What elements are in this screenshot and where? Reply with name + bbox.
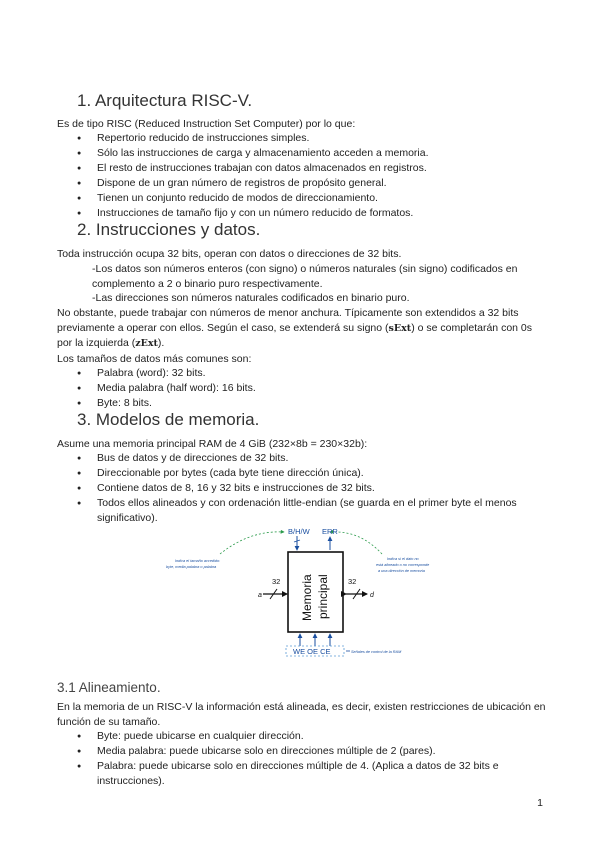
section-1-intro: Es de tipo RISC (Reduced Instruction Set Computer) por lo que:	[57, 118, 356, 130]
sext-label: sExt	[388, 322, 412, 334]
port-d-label: d	[370, 592, 374, 599]
list-item: ● Instrucciones de tamaño fijo y con un número reducido de formatos.	[77, 206, 429, 221]
list-item: ● Bus de datos y de direcciones de 32 bits.	[77, 451, 552, 466]
section-title-1: 1. Arquitectura RISC-V.	[77, 91, 253, 110]
para-text-a: No obstante, puede trabajar con números de menor anchura. Típicamente son extendidos a 32 bits previamente a operar con ellos. Según el caso, se extenderá su signo (	[57, 307, 519, 334]
note-right-line-2: está alineado o no corresponde	[376, 563, 430, 567]
list-item: ● Byte: puede ubicarse en cualquier dirección.	[77, 729, 547, 744]
note-left-line-2: byte, media palabra o palabra	[166, 565, 217, 569]
list-item: ● Palabra: puede ubicarse solo en direcciones múltiple de 4. (Aplica a datos de 32 bits e instrucciones).	[77, 759, 547, 789]
section-3-1-list	[77, 729, 547, 789]
list-item: ● Media palabra: puede ubicarse solo en direcciones múltiple de 2 (pares).	[77, 744, 547, 759]
note-control: Señales de control de la RAM	[351, 650, 402, 654]
control-signals-label: WE OE CE	[293, 647, 331, 656]
list-item: ● Media palabra (half word): 16 bits.	[77, 381, 256, 396]
para-text-b: ) o se completarán con 0s por la izquierda (	[57, 321, 532, 350]
signal-err-label: ERR	[322, 527, 338, 536]
box-label-line-2: principal	[316, 574, 330, 619]
section-title-3: 3. Modelos de memoria.	[77, 410, 260, 429]
section-1-list	[77, 131, 429, 221]
bus-right-width: 32	[348, 577, 357, 586]
note-right-line-3: a una dirección de memoria	[378, 569, 425, 573]
zext-label: zExt	[135, 338, 158, 350]
section-2-indent-2	[92, 291, 552, 306]
port-a-label: a	[258, 592, 262, 599]
list-item: ● Contiene datos de 8, 16 y 32 bits e instrucciones de 32 bits.	[77, 481, 552, 496]
sizes-intro: Los tamaños de datos más comunes son:	[57, 353, 252, 365]
section-title-2: 2. Instrucciones y datos.	[77, 220, 261, 239]
list-item: ● Dispone de un gran número de registros de propósito general.	[77, 176, 429, 191]
section-3-list	[77, 451, 552, 526]
list-item: ● Sólo las instrucciones de carga y almacenamiento acceden a memoria.	[77, 146, 429, 161]
list-item: ● Repertorio reducido de instrucciones simples.	[77, 131, 429, 146]
section-2-paragraph	[57, 306, 545, 352]
signal-bhw-label: B/H/W	[288, 527, 310, 536]
list-item: ● Tienen un conjunto reducido de modos de direccionamiento.	[77, 191, 429, 206]
section-3-1-intro: En la memoria de un RISC-V la información está alineada, es decir, existen restricciones de ubicación en función de su tamaño.	[57, 701, 546, 728]
note-left-curve	[220, 532, 284, 554]
section-2-intro: Toda instrucción ocupa 32 bits, operan con datos o direcciones de 32 bits.	[57, 248, 402, 260]
section-3-intro: Asume una memoria principal RAM de 4 GiB (232×8b = 230×32b):	[57, 438, 368, 450]
memory-diagram	[150, 522, 450, 657]
para-text-c: ).	[157, 337, 165, 350]
list-item: ● Palabra (word): 32 bits.	[77, 366, 256, 381]
note-left-line-1: Indica el tamaño accedido:	[175, 559, 221, 563]
list-item: ● Byte: 8 bits.	[77, 396, 256, 411]
section-2-list	[77, 366, 256, 411]
page-number: 1	[537, 797, 543, 809]
section-2-indent-1: -Los datos son números enteros (con signo) o números naturales (sin signo) codificados en complemento a 2 o binario puro respectivamente.	[92, 263, 518, 290]
bus-left-width: 32	[272, 577, 281, 586]
list-item: ● Direccionable por bytes (cada byte tiene dirección única).	[77, 466, 552, 481]
note-right-line-1: Indica si el dato no	[387, 557, 419, 561]
box-label-line-1: Memoria	[300, 574, 314, 621]
list-item: ● Todos ellos alineados y con ordenación little-endian (se guarda en el primer byte el menos significativo).	[77, 496, 552, 526]
list-item: ● El resto de instrucciones trabajan con datos almacenados en registros.	[77, 161, 429, 176]
section-title-3-1: 3.1 Alineamiento.	[57, 680, 161, 695]
section-2-indent-2-text: -Las direcciones son números naturales codificados en binario puro.	[92, 292, 410, 304]
